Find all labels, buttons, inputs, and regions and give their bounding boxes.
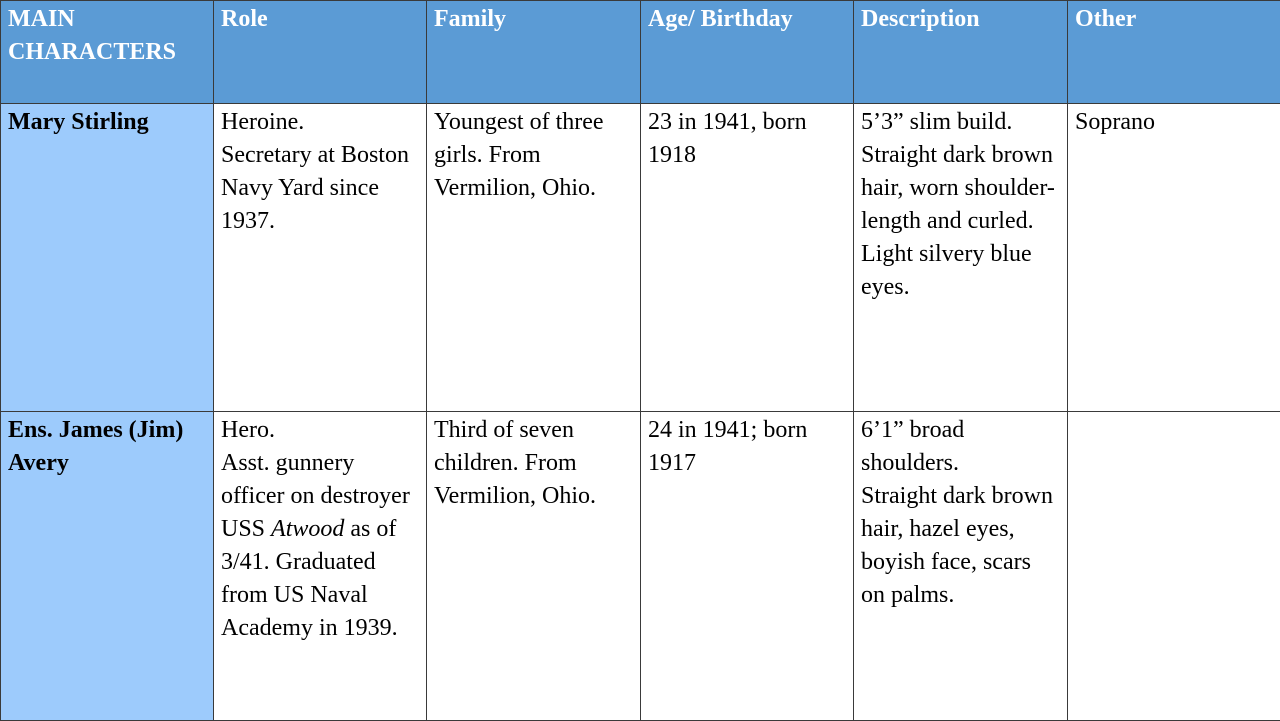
other-cell — [1068, 412, 1280, 721]
role-cell — [214, 412, 427, 721]
description-cell — [854, 412, 1068, 721]
header-role: Role — [214, 1, 427, 104]
age-birthday-cell: 23 in 1941, born 1918 — [641, 104, 854, 412]
header-age-birthday: Age/ Birthday — [641, 1, 854, 104]
table-row — [1, 104, 1280, 412]
character-name-cell: Mary Stirling — [1, 104, 214, 412]
description-line: 6’1” broad shoulders. — [861, 414, 1060, 480]
header-description: Description — [854, 1, 1068, 104]
family-cell: Third of seven children. From Vermilion, Ohio. — [427, 412, 641, 721]
description-line: Straight dark brown hair, hazel eyes, boyish face, scars on palms. — [861, 480, 1060, 612]
role-line: Heroine. — [221, 106, 419, 139]
other-cell: Soprano — [1068, 104, 1280, 412]
ship-name: Atwood — [271, 516, 344, 542]
role-line: Hero. — [221, 414, 419, 447]
role-line — [221, 447, 419, 645]
age-birthday-cell: 24 in 1941; born 1917 — [641, 412, 854, 721]
description-cell: 5’3” slim build. Straight dark brown hair, worn shoulder-length and curled. Light silvery blue eyes. — [854, 104, 1068, 412]
role-cell — [214, 104, 427, 412]
role-text: Asst. gunnery officer on destroyer USS — [221, 450, 410, 542]
family-cell: Youngest of three girls. From Vermilion, Ohio. — [427, 104, 641, 412]
character-name-cell: Ens. James (Jim) Avery — [1, 412, 214, 721]
header-main-characters: MAIN CHARACTERS — [1, 1, 214, 104]
role-text: as of 3/41. Graduated from US Naval Academy in 1939. — [221, 516, 398, 641]
table-row — [1, 412, 1280, 721]
role-line: Secretary at Boston Navy Yard since 1937. — [221, 139, 419, 238]
header-other: Other — [1068, 1, 1280, 104]
header-family: Family — [427, 1, 641, 104]
table-header-row — [1, 1, 1280, 104]
